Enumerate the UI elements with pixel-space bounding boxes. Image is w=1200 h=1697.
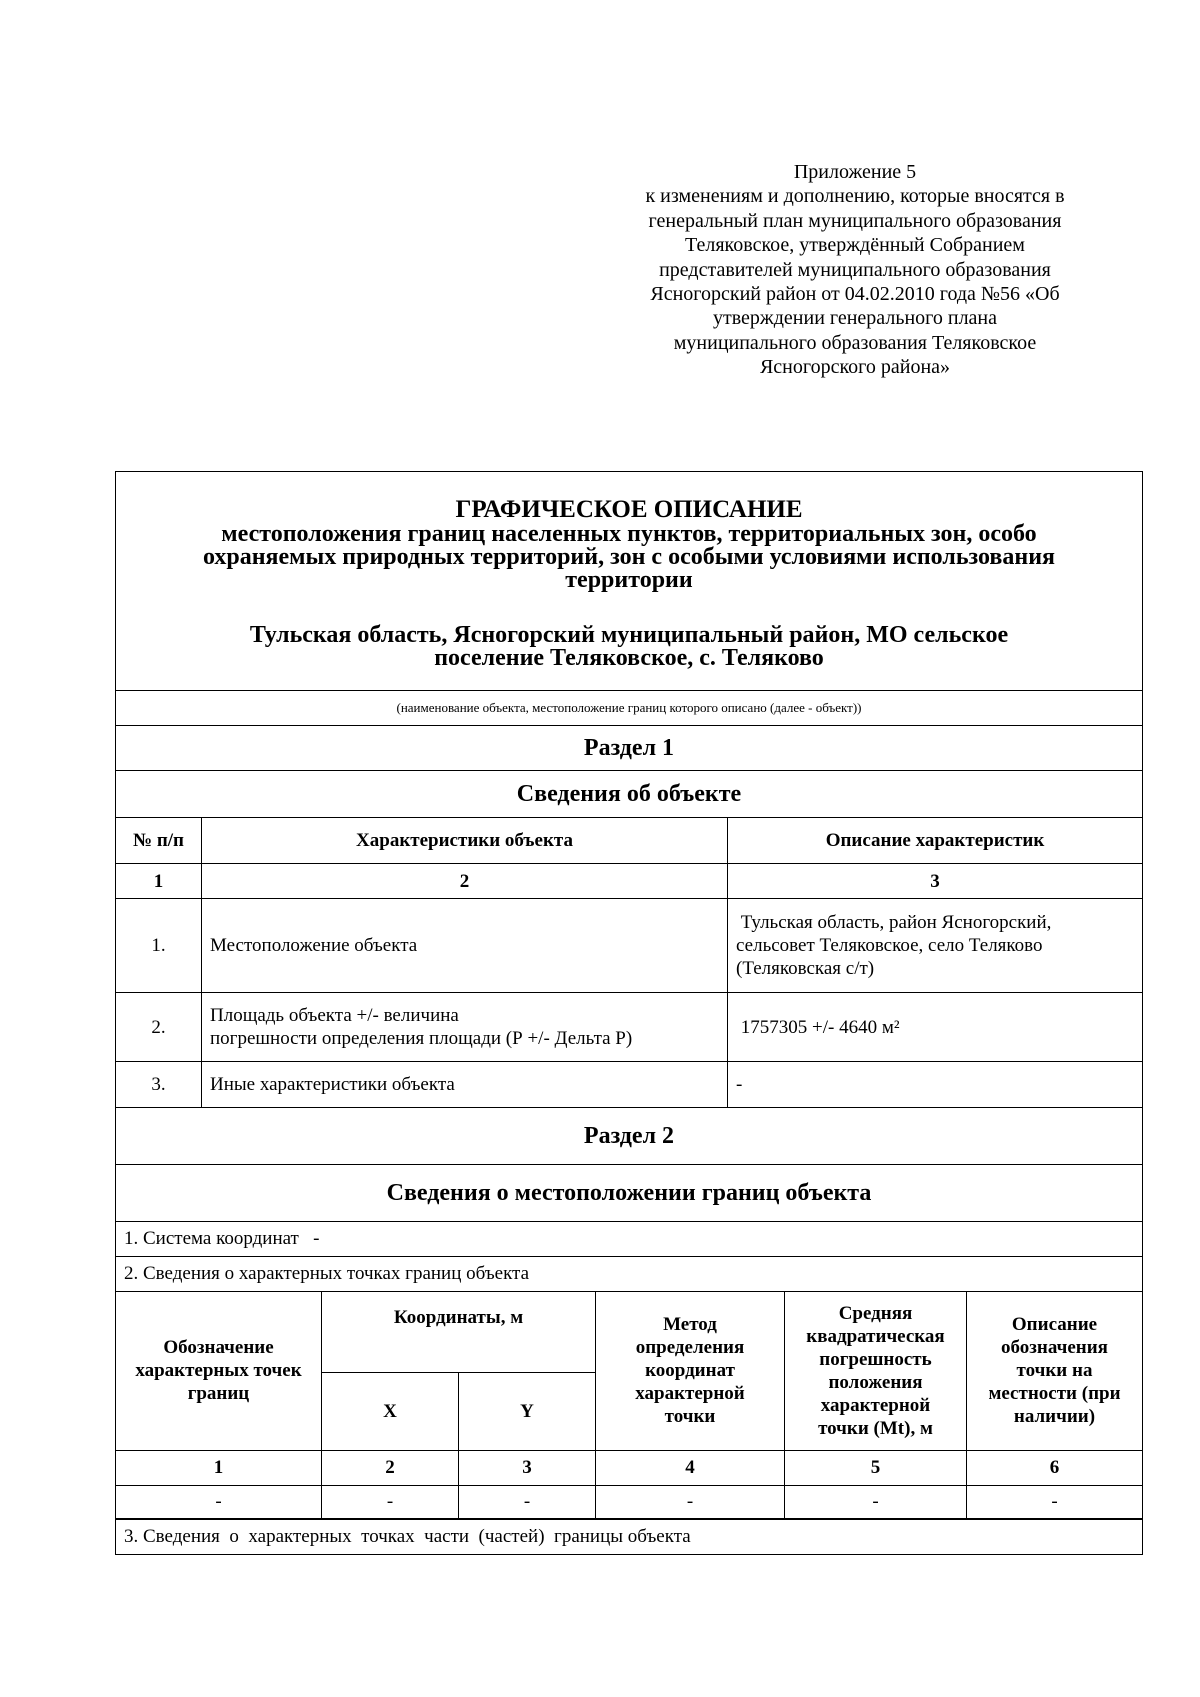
appendix-line: Ясногорского района» bbox=[759, 356, 951, 379]
points-table-header bbox=[967, 1292, 1143, 1450]
appendix-line: Приложение 5 bbox=[793, 161, 917, 183]
header-line: квадратическая bbox=[806, 1325, 945, 1347]
subtitle-line: охраняемых природных территорий, зон с особыми условиями использования bbox=[202, 544, 1056, 570]
header-line: Метод bbox=[663, 1314, 717, 1336]
points-table-header: Координаты, м bbox=[322, 1292, 596, 1372]
header-line: обозначения bbox=[1001, 1337, 1108, 1359]
header-line: погрешность bbox=[819, 1348, 932, 1370]
header-line: характерной bbox=[635, 1383, 745, 1405]
row-number: 3. bbox=[116, 1062, 202, 1107]
column-header: № п/п bbox=[116, 818, 202, 863]
object-name-line: поселение Теляковское, с. Теляково bbox=[434, 645, 824, 671]
header-line: координат bbox=[645, 1360, 735, 1382]
document-subtitle bbox=[116, 523, 1142, 592]
table-row bbox=[116, 899, 1142, 993]
document-heading bbox=[116, 472, 1142, 691]
section1-header-row bbox=[116, 818, 1142, 864]
characteristic-line: Площадь объекта +/- величина bbox=[210, 1005, 459, 1026]
section1-title: Раздел 1 bbox=[116, 726, 1142, 771]
row-characteristic: Местоположение объекта bbox=[202, 899, 728, 992]
row-description bbox=[728, 899, 1142, 992]
appendix-line: утверждении генерального плана bbox=[712, 307, 998, 330]
column-number: 5 bbox=[785, 1450, 967, 1485]
object-name-line: Тульская область, Ясногорский муниципальный район, МО сельское bbox=[249, 622, 1009, 648]
column-number: 2 bbox=[202, 864, 728, 898]
header-line: точки на bbox=[1016, 1360, 1093, 1382]
row-number: 2. bbox=[116, 993, 202, 1061]
section2-subtitle: Сведения о местоположении границ объекта bbox=[116, 1165, 1142, 1222]
appendix-line: представителей муниципального образования bbox=[659, 258, 1051, 281]
column-number: 3 bbox=[930, 870, 940, 892]
header-line: наличии) bbox=[1013, 1406, 1096, 1428]
points-table-header: Y bbox=[459, 1372, 596, 1450]
column-number: 3 bbox=[459, 1450, 596, 1485]
section2-title: Раздел 2 bbox=[116, 1108, 1142, 1165]
object-caption: (наименование объекта, местоположение границ которого описано (далее - объект)) bbox=[116, 691, 1142, 726]
characteristic-line: погрешности определения площади (Р +/- Дельта Р) bbox=[210, 1028, 633, 1049]
column-number: 6 bbox=[967, 1450, 1143, 1485]
points-table-header bbox=[596, 1292, 785, 1450]
column-number: 4 bbox=[596, 1450, 785, 1485]
table-row bbox=[116, 1062, 1142, 1108]
row-description: - bbox=[736, 1074, 743, 1095]
row-description: 1757305 +/- 4640 м² bbox=[736, 1016, 900, 1038]
points-number-row bbox=[116, 1450, 1142, 1485]
appendix-line: Ясногорский район от 04.02.2010 года №56 «Об bbox=[650, 283, 1060, 306]
table-row bbox=[116, 993, 1142, 1062]
row-characteristic bbox=[202, 993, 728, 1061]
header-line: определения bbox=[635, 1337, 745, 1359]
header-line: точки (Mt), м bbox=[818, 1417, 933, 1439]
object-name bbox=[116, 624, 1142, 670]
appendix-line: муниципального образования Теляковское bbox=[673, 331, 1037, 354]
column-number: 2 bbox=[322, 1450, 459, 1485]
section1-number-row bbox=[116, 864, 1142, 899]
points-table bbox=[116, 1292, 1142, 1519]
table-cell: - bbox=[322, 1485, 459, 1518]
subtitle-line: местоположения границ населенных пунктов, территориальных зон, особо bbox=[221, 521, 1037, 547]
points-info: 2. Сведения о характерных точках границ объекта bbox=[116, 1257, 1142, 1292]
table-cell: - bbox=[967, 1485, 1143, 1518]
points-table-header: X bbox=[322, 1372, 459, 1450]
column-number: 1 bbox=[116, 1450, 322, 1485]
column-number: 1 bbox=[116, 864, 202, 898]
header-line: точки bbox=[664, 1406, 716, 1428]
section1-subtitle: Сведения об объекте bbox=[116, 771, 1142, 818]
header-line: положения bbox=[828, 1371, 923, 1393]
header-line: характерных точек bbox=[135, 1360, 302, 1382]
points-table-header bbox=[785, 1292, 967, 1450]
column-header: Описание характеристик bbox=[825, 830, 1045, 851]
table-cell: - bbox=[785, 1485, 967, 1518]
table-cell: - bbox=[596, 1485, 785, 1518]
coordinate-system: 1. Система координат - bbox=[116, 1222, 1142, 1257]
document-title: ГРАФИЧЕСКОЕ ОПИСАНИЕ bbox=[455, 496, 803, 523]
table-row bbox=[116, 1485, 1142, 1518]
header-line: границ bbox=[187, 1383, 250, 1405]
table-cell: - bbox=[116, 1485, 322, 1518]
appendix-note bbox=[590, 160, 1120, 380]
appendix-line: Теляковское, утверждённый Собранием bbox=[685, 234, 1025, 257]
document-table bbox=[115, 471, 1143, 1555]
table-cell: - bbox=[459, 1485, 596, 1518]
description-line: (Теляковская с/т) bbox=[736, 958, 875, 979]
header-line: характерной bbox=[820, 1394, 931, 1416]
header-line: местности (при bbox=[988, 1383, 1121, 1405]
description-line: сельсовет Теляковское, село Теляково bbox=[736, 935, 1043, 956]
description-line: Тульская область, район Ясногорский, bbox=[736, 912, 1052, 933]
points-table-header bbox=[116, 1292, 322, 1450]
column-header: Характеристики объекта bbox=[202, 818, 728, 863]
row-number: 1. bbox=[116, 899, 202, 992]
appendix-line: к изменениям и дополнению, которые вносятся в bbox=[645, 185, 1065, 208]
subtitle-line: территории bbox=[565, 567, 693, 593]
parts-info: 3. Сведения о характерных точках части (частей) границы объекта bbox=[116, 1519, 1142, 1554]
header-line: Описание bbox=[1011, 1314, 1098, 1336]
row-characteristic: Иные характеристики объекта bbox=[202, 1062, 728, 1107]
header-line: Обозначение bbox=[163, 1337, 274, 1359]
header-line: Средняя bbox=[838, 1302, 913, 1324]
appendix-line: генеральный план муниципального образования bbox=[648, 209, 1062, 232]
